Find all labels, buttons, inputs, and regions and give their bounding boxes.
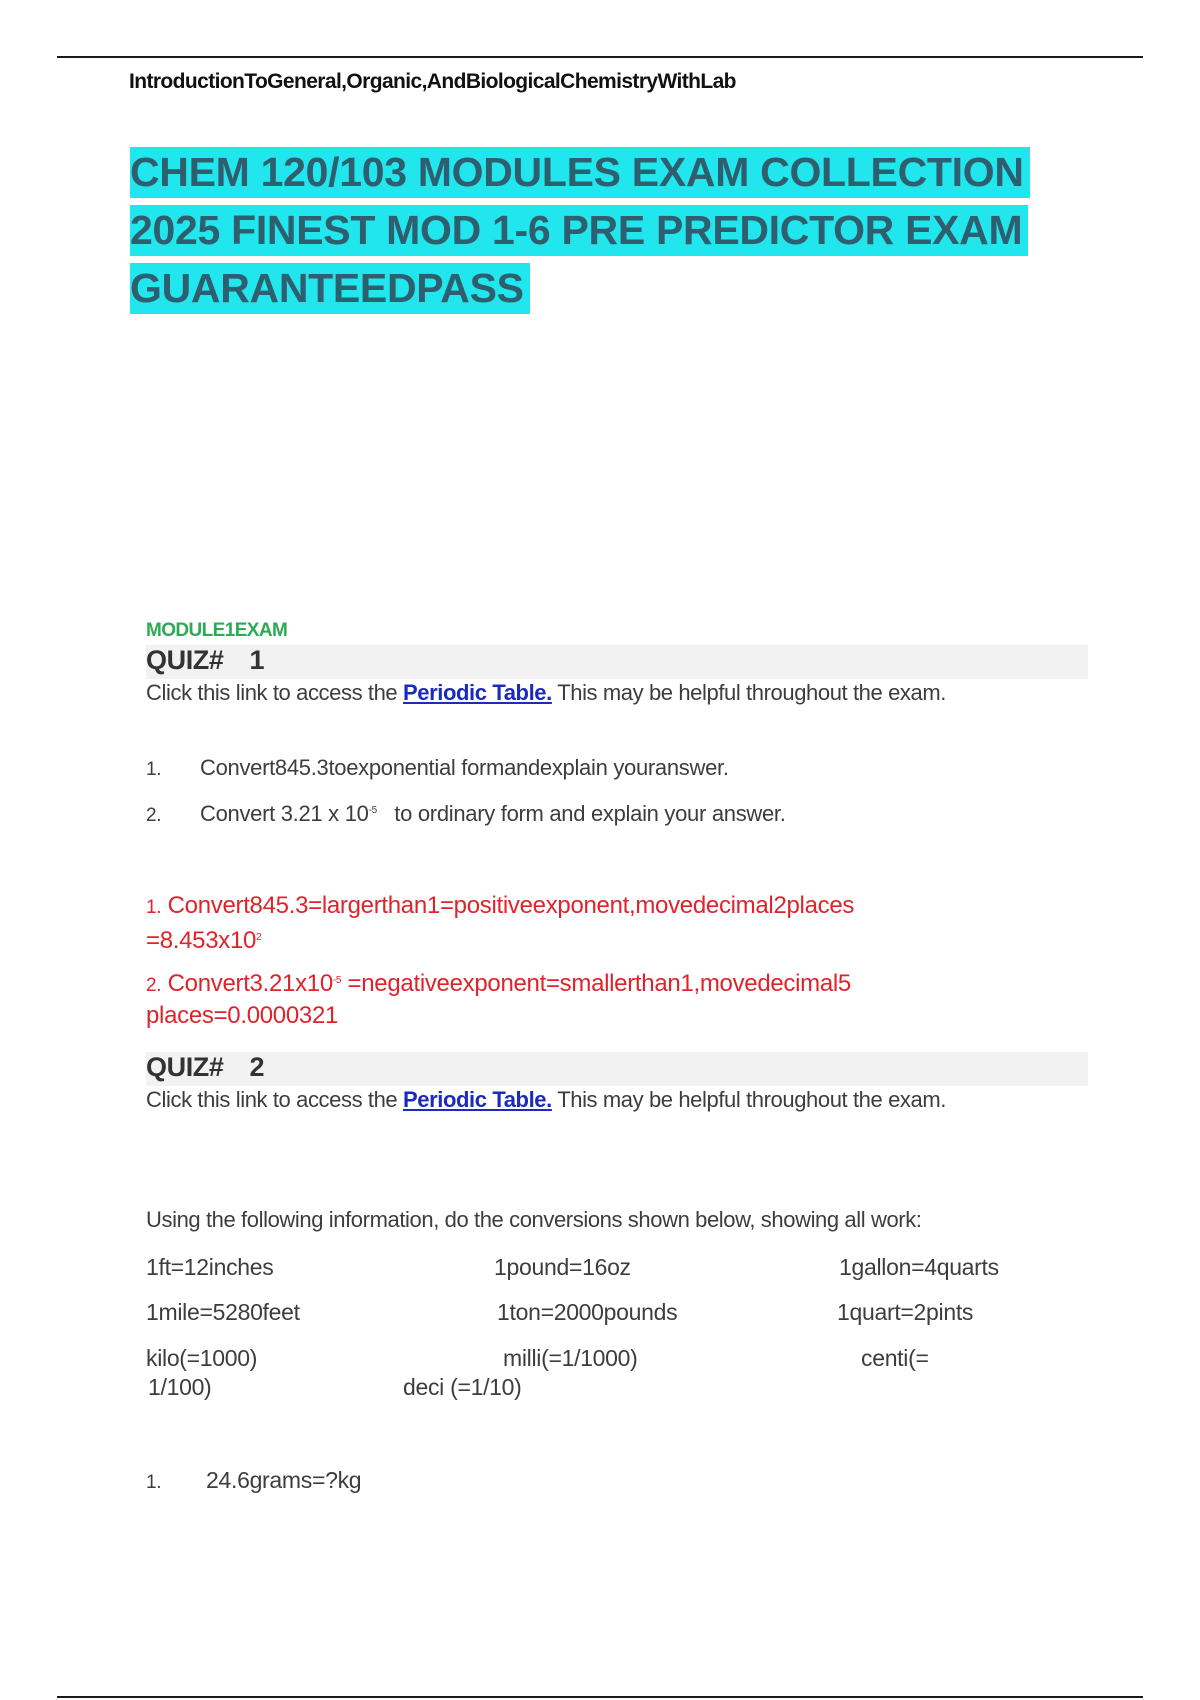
prefix-kilo: kilo(=1000): [146, 1345, 258, 1371]
title-line-3: GUARANTEEDPASS: [130, 263, 530, 314]
answer-number: 1.: [146, 897, 162, 918]
conversion-pound: 1pound=16oz: [494, 1254, 631, 1280]
question-number: 2.: [146, 805, 162, 826]
quiz-1-question-2: [146, 801, 786, 827]
quiz-1-intro-before: Click this link to access the: [146, 680, 403, 705]
question-number: 1.: [146, 759, 162, 780]
document-title: [130, 143, 1050, 317]
quiz-2-heading-label: QUIZ#: [146, 1052, 224, 1082]
quiz-1-heading: [146, 645, 264, 676]
answer-line-1a: Convert3.21x10: [167, 970, 333, 997]
title-line-2: 2025 FINEST MOD 1-6 PRE PREDICTOR EXAM: [130, 205, 1028, 256]
answer-line-2: =8.453x10: [146, 927, 257, 954]
question-text: Convert845.3toexponential formandexplain youranswer.: [200, 755, 729, 780]
answer-line-1: Convert845.3=largerthan1=positiveexponent,movedecimal2places: [167, 892, 855, 919]
question-text: 24.6grams=?kg: [206, 1467, 362, 1493]
conversion-ton: 1ton=2000pounds: [497, 1299, 678, 1325]
title-line-1: CHEM 120/103 MODULES EXAM COLLECTION: [130, 147, 1030, 198]
question-text-a: Convert 3.21 x 10: [200, 801, 369, 826]
top-rule: [57, 56, 1143, 58]
quiz-1-intro: [146, 678, 1066, 708]
bottom-rule: [57, 1696, 1143, 1698]
quiz-1-band: [146, 645, 1088, 679]
conversion-ft: 1ft=12inches: [146, 1254, 274, 1280]
conversion-gallon: 1gallon=4quarts: [839, 1254, 999, 1280]
periodic-table-link-1[interactable]: Periodic Table.: [403, 680, 552, 705]
answer-line-1b: =negativeexponent=smallerthan1,movedecimal5: [347, 970, 851, 997]
question-number: 1.: [146, 1472, 162, 1493]
exponent: -5: [332, 975, 342, 986]
periodic-table-link-2[interactable]: Periodic Table.: [403, 1087, 552, 1112]
quiz-2-intro: [146, 1085, 1066, 1115]
quiz-2-intro-after: This may be helpful throughout the exam.: [551, 1087, 946, 1112]
question-text-b: to ordinary form and explain your answer.: [394, 801, 786, 826]
quiz-1-answer-2: [146, 966, 1026, 1031]
quiz-2-instructions: Using the following information, do the conversions shown below, showing all work:: [146, 1207, 922, 1232]
conversion-quart: 1quart=2pints: [837, 1299, 974, 1325]
exponent: -5: [368, 805, 377, 816]
course-header: IntroductionToGeneral,Organic,AndBiologicalChemistryWithLab: [129, 70, 736, 93]
prefix-deci: deci (=1/10): [403, 1374, 522, 1400]
quiz-1-question-1: [146, 755, 729, 781]
quiz-2-intro-before: Click this link to access the: [146, 1087, 403, 1112]
quiz-2-number: 2: [249, 1052, 265, 1082]
quiz-1-number: 1: [249, 645, 265, 675]
quiz-2-heading: [146, 1052, 264, 1083]
quiz-2-question-1: [146, 1467, 361, 1494]
module-label: MODULE1EXAM: [146, 620, 288, 641]
quiz-1-heading-label: QUIZ#: [146, 645, 224, 675]
conversion-mile: 1mile=5280feet: [146, 1299, 300, 1325]
prefix-milli: milli(=1/1000): [503, 1345, 638, 1371]
answer-number: 2.: [146, 975, 162, 996]
quiz-2-band: [146, 1052, 1088, 1086]
quiz-1-intro-after: This may be helpful throughout the exam.: [551, 680, 946, 705]
quiz-1-answer-1: [146, 891, 1026, 956]
prefix-centi-cont: 1/100): [148, 1374, 212, 1400]
prefix-centi: centi(=: [861, 1345, 929, 1371]
exponent: 2: [256, 932, 262, 943]
answer-line-2: places=0.0000321: [146, 1002, 339, 1029]
